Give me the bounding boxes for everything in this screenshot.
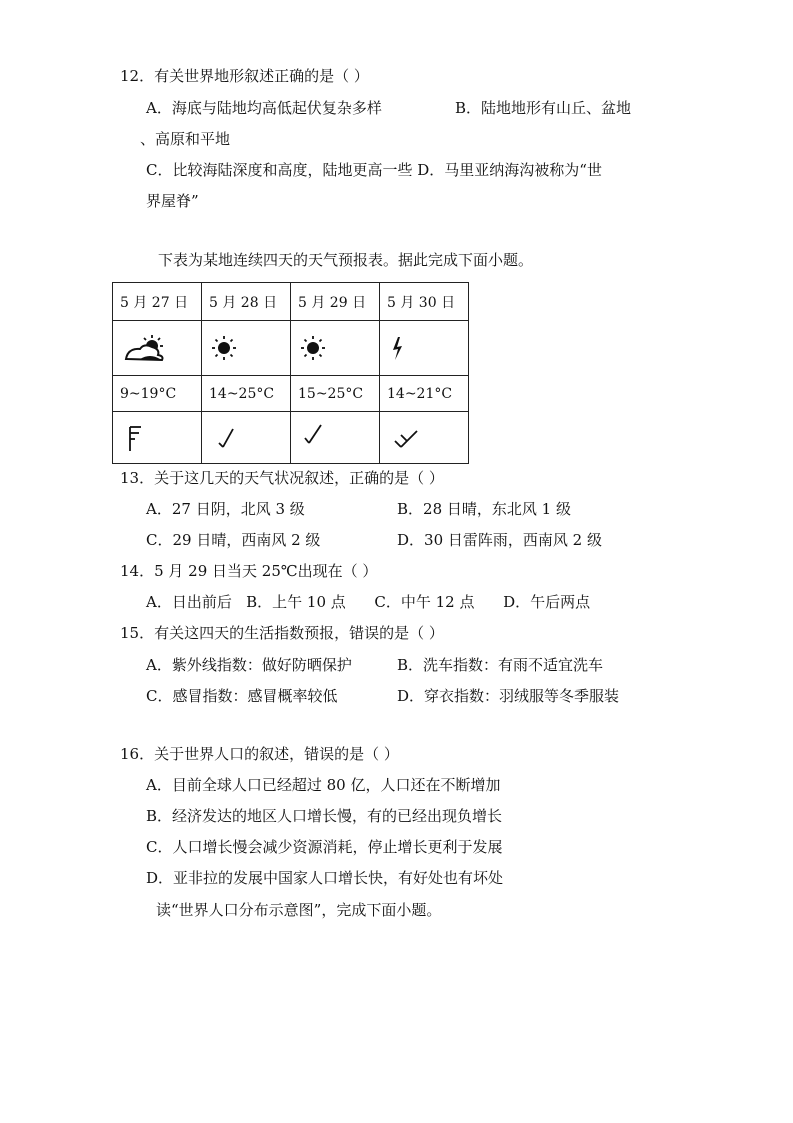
- date-cell: 5 月 28 日: [202, 283, 291, 321]
- q12-options-cd: C．比较海陆深度和高度，陆地更高一些 D．马里亚纳海沟被称为“世: [146, 161, 602, 179]
- temp-cell: 14~21°C: [380, 376, 469, 412]
- date-row: [113, 283, 469, 321]
- wind-row: [113, 412, 469, 464]
- weather-cell: [291, 321, 380, 376]
- q15-option-c: C．感冒指数：感冒概率较低: [146, 687, 338, 705]
- q16-option-c: C．人口增长慢会减少资源消耗，停止增长更利于发展: [146, 838, 503, 856]
- sun-icon: [298, 333, 328, 363]
- q15-option-d: D．穿衣指数：羽绒服等冬季服装: [397, 687, 620, 705]
- q12-options-cd-continued: 界屋脊”: [146, 192, 199, 210]
- date-cell: 5 月 29 日: [291, 283, 380, 321]
- q13-stem: 13．关于这几天的天气状况叙述，正确的是（ ）: [120, 469, 444, 487]
- q13-option-a: A．27 日阴，北风 3 级: [146, 500, 305, 518]
- weather-cell: [202, 321, 291, 376]
- q13-option-d: D．30 日雷阵雨，西南风 2 级: [397, 531, 602, 549]
- q13-option-c: C．29 日晴，西南风 2 级: [146, 531, 321, 549]
- q14-stem: 14．5 月 29 日当天 25℃出现在（ ）: [120, 562, 378, 580]
- q12-option-b-continued: 、高原和平地: [140, 130, 231, 148]
- thunder-icon: [387, 333, 411, 363]
- q12-stem: 12．有关世界地形叙述正确的是（ ）: [120, 67, 369, 85]
- q12-option-b: B．陆地地形有山丘、盆地: [455, 99, 632, 117]
- map-intro: 读“世界人口分布示意图”，完成下面小题。: [156, 901, 442, 919]
- q16-option-b: B．经济发达的地区人口增长慢，有的已经出现负增长: [146, 807, 503, 825]
- temp-cell: 9~19°C: [113, 376, 202, 412]
- wind-cell: [113, 412, 202, 464]
- sun-icon: [209, 333, 239, 363]
- wind-southwest-level2-icon: [387, 421, 427, 455]
- forecast-intro: 下表为某地连续四天的天气预报表。据此完成下面小题。: [158, 251, 534, 269]
- wind-cell: [202, 412, 291, 464]
- date-cell: 5 月 27 日: [113, 283, 202, 321]
- weather-forecast-table: [112, 282, 469, 464]
- wind-southwest-level2-icon: [298, 421, 332, 455]
- temperature-row: [113, 376, 469, 412]
- cloudy-sun-icon: [120, 333, 170, 363]
- q16-option-d: D．亚非拉的发展中国家人口增长快，有好处也有坏处: [146, 869, 504, 887]
- q14-options: A．日出前后 B．上午 10 点 C．中午 12 点 D．午后两点: [146, 593, 591, 611]
- wind-cell: [291, 412, 380, 464]
- q12-option-a: A．海底与陆地均高低起伏复杂多样: [146, 99, 382, 117]
- q13-option-b: B．28 日晴，东北风 1 级: [397, 500, 571, 518]
- temp-cell: 15~25°C: [291, 376, 380, 412]
- temp-cell: 14~25°C: [202, 376, 291, 412]
- wind-cell: [380, 412, 469, 464]
- q15-option-a: A．紫外线指数：做好防晒保护: [146, 656, 352, 674]
- weather-icon-row: [113, 321, 469, 376]
- q16-option-a: A．目前全球人口已经超过 80 亿，人口还在不断增加: [146, 776, 501, 794]
- weather-cell: [113, 321, 202, 376]
- wind-north-level3-icon: [120, 421, 150, 455]
- date-cell: 5 月 30 日: [380, 283, 469, 321]
- q16-stem: 16．关于世界人口的叙述，错误的是（ ）: [120, 745, 399, 763]
- q15-option-b: B．洗车指数：有雨不适宜洗车: [397, 656, 604, 674]
- wind-northeast-level1-icon: [209, 421, 243, 455]
- q15-stem: 15．有关这四天的生活指数预报，错误的是（ ）: [120, 624, 444, 642]
- weather-cell: [380, 321, 469, 376]
